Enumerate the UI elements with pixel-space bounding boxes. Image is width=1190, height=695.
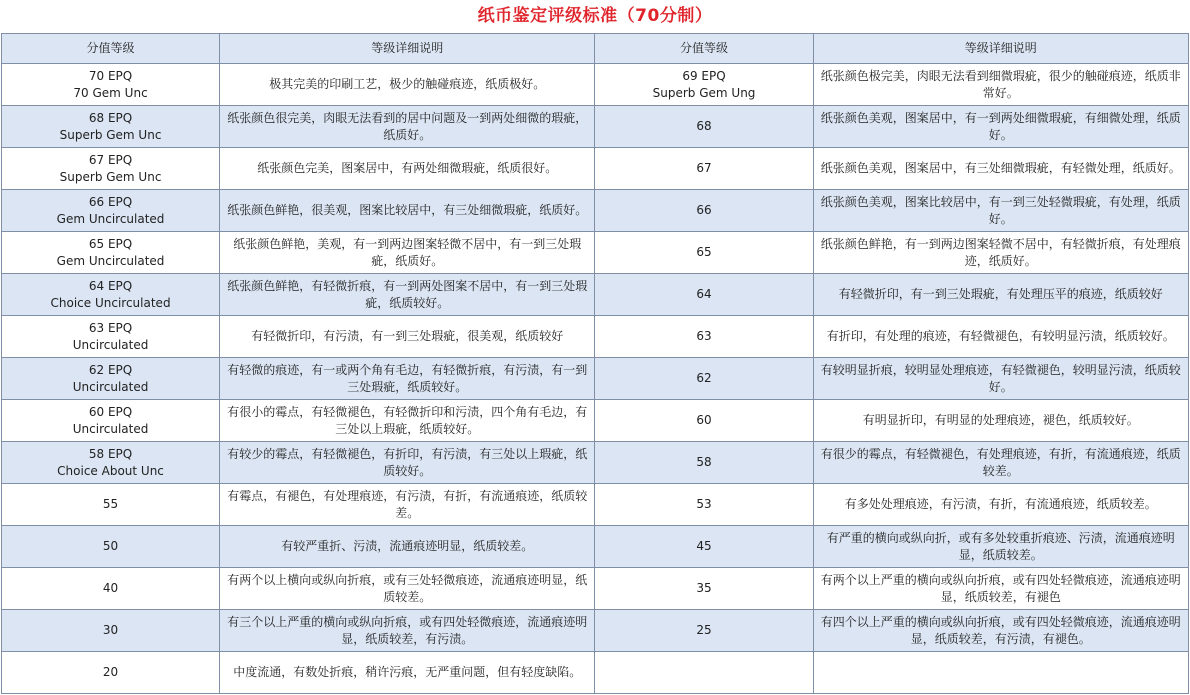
table-row xyxy=(2,316,1189,358)
grade-left-cell xyxy=(2,610,220,652)
grade-left-cell xyxy=(2,526,220,568)
description-right-text: 纸张颜色极完美，肉眼无法看到细微瑕疵，很少的触碰痕迹，纸质非常好。 xyxy=(820,68,1181,100)
grade-right-cell xyxy=(595,484,813,526)
grade-right-value: 62 xyxy=(696,371,712,385)
description-left-text: 纸张颜色完美，图案居中，有两处细微瑕疵，纸质很好。 xyxy=(257,161,558,175)
grade-right-label: Superb Gem Ung xyxy=(652,85,756,100)
description-left-text: 有霉点，有褪色，有处理痕迹，有污渍，有折，有流通痕迹，纸质较差。 xyxy=(227,488,588,520)
table-row xyxy=(2,190,1189,232)
grade-right-value: 45 xyxy=(696,539,712,553)
description-left-cell xyxy=(220,316,595,358)
grade-left-label: Uncirculated xyxy=(72,379,149,394)
description-right-text: 纸张颜色美观，图案居中，有三处细微瑕疵，有轻微处理，纸质好。 xyxy=(820,161,1181,175)
grade-left-cell xyxy=(2,316,220,358)
description-left-cell xyxy=(220,442,595,484)
grade-left-cell xyxy=(2,106,220,148)
description-left-text: 纸张颜色很完美，肉眼无法看到的居中问题及一到两处细微的瑕疵，纸质好。 xyxy=(227,110,588,142)
grade-left-value: 64 EPQ xyxy=(88,278,133,293)
grade-right-value: 69 EPQ xyxy=(682,68,726,83)
description-left-text: 有很小的霉点，有轻微褪色，有轻微折印和污渍，四个角有毛边，有三处以上瑕疵，纸质较好。 xyxy=(227,404,588,436)
description-right-text: 有多处处理痕迹，有污渍，有折，有流通痕迹，纸质较差。 xyxy=(844,497,1157,511)
grade-left-value: 20 xyxy=(102,665,119,679)
grade-left-value: 30 xyxy=(102,623,119,637)
grading-table xyxy=(1,33,1189,694)
description-right-text: 有很少的霉点，有轻微褪色，有处理痕迹，有折，有流通痕迹，纸质较差。 xyxy=(820,446,1181,478)
description-left-cell xyxy=(220,526,595,568)
table-row xyxy=(2,64,1189,106)
grade-left-label: Uncirculated xyxy=(72,421,149,436)
grade-left-label: Gem Uncirculated xyxy=(56,253,165,268)
grade-right-cell xyxy=(595,232,813,274)
header-grade-right: 分值等级 xyxy=(595,34,813,64)
grade-left-cell xyxy=(2,274,220,316)
grade-left-value: 68 EPQ xyxy=(88,110,133,125)
description-right-text: 有折印，有处理的痕迹，有轻微褪色，有较明显污渍，纸质较好。 xyxy=(826,329,1175,343)
header-row xyxy=(2,34,1189,64)
grade-right-cell xyxy=(595,358,813,400)
grade-left-label: Superb Gem Unc xyxy=(59,127,162,142)
description-right-cell xyxy=(813,652,1188,694)
grade-right-cell xyxy=(595,610,813,652)
description-left-text: 有较少的霉点，有轻微褪色，有折印，有污渍，有三处以上瑕疵，纸质较好。 xyxy=(227,446,588,478)
table-row xyxy=(2,442,1189,484)
description-left-text: 有两个以上横向或纵向折痕，或有三处轻微痕迹，流通痕迹明显，纸质较差。 xyxy=(227,572,588,604)
description-left-cell xyxy=(220,190,595,232)
grade-left-label: Choice About Unc xyxy=(57,463,164,478)
description-left-text: 纸张颜色鲜艳，很美观，图案比较居中，有三处细微瑕疵，纸质好。 xyxy=(227,203,588,217)
description-left-cell xyxy=(220,232,595,274)
description-right-cell xyxy=(813,190,1188,232)
grade-left-value: 63 EPQ xyxy=(88,320,133,335)
description-right-text: 纸张颜色美观，图案居中，有一到两处细微瑕疵，有细微处理，纸质好。 xyxy=(820,110,1181,142)
description-left-cell xyxy=(220,106,595,148)
grade-right-cell xyxy=(595,400,813,442)
description-left-text: 纸张颜色鲜艳，美观，有一到两边图案轻微不居中，有一到三处瑕疵，纸质好。 xyxy=(233,236,582,268)
grade-left-cell xyxy=(2,148,220,190)
description-left-text: 有轻微折印，有污渍，有一到三处瑕疵，很美观，纸质较好 xyxy=(251,329,564,343)
grade-left-label: Choice Uncirculated xyxy=(50,295,171,310)
table-row xyxy=(2,358,1189,400)
page-title: 纸币鉴定评级标准（70分制） xyxy=(477,6,713,26)
description-right-cell xyxy=(813,274,1188,316)
description-right-cell xyxy=(813,442,1188,484)
description-right-text: 有明显折印，有明显的处理痕迹，褪色，纸质较好。 xyxy=(862,413,1139,427)
description-right-text: 纸张颜色美观，图案比较居中，有一到三处轻微瑕疵，有处理，纸质好。 xyxy=(820,194,1181,226)
description-right-text: 有两个以上严重的横向或纵向折痕，或有四处轻微痕迹，流通痕迹明显，纸质较差，有褪色 xyxy=(820,572,1181,604)
description-left-text: 有较严重折、污渍，流通痕迹明显，纸质较差。 xyxy=(281,539,534,553)
description-right-cell xyxy=(813,400,1188,442)
description-right-cell xyxy=(813,64,1188,106)
grade-left-label: Uncirculated xyxy=(72,337,149,352)
header-desc-right: 等级详细说明 xyxy=(813,34,1188,64)
grade-left-cell xyxy=(2,232,220,274)
grade-left-cell xyxy=(2,64,220,106)
description-right-cell xyxy=(813,232,1188,274)
description-right-cell xyxy=(813,610,1188,652)
grade-left-cell xyxy=(2,652,220,694)
grade-right-cell xyxy=(595,190,813,232)
grade-right-value: 64 xyxy=(696,287,712,301)
description-right-cell xyxy=(813,316,1188,358)
grade-right-cell xyxy=(595,274,813,316)
table-row xyxy=(2,526,1189,568)
grade-right-cell xyxy=(595,526,813,568)
description-left-cell xyxy=(220,148,595,190)
grade-right-value: 60 xyxy=(696,413,712,427)
grade-left-cell xyxy=(2,400,220,442)
grade-left-label: Gem Uncirculated xyxy=(56,211,165,226)
table-row xyxy=(2,274,1189,316)
description-right-text: 有较明显折痕，较明显处理痕迹，有轻微褪色，较明显污渍，纸质较好。 xyxy=(820,362,1181,394)
description-left-cell xyxy=(220,358,595,400)
grade-right-cell xyxy=(595,652,813,694)
table-row xyxy=(2,400,1189,442)
grade-left-cell xyxy=(2,568,220,610)
description-left-cell xyxy=(220,274,595,316)
grade-right-value: 63 xyxy=(696,329,712,343)
description-left-text: 纸张颜色鲜艳，有轻微折痕，有一到两处图案不居中，有一到三处瑕疵，纸质较好。 xyxy=(227,278,588,310)
grade-left-cell xyxy=(2,358,220,400)
grade-left-value: 60 EPQ xyxy=(88,404,133,419)
grade-left-value: 58 EPQ xyxy=(88,446,133,461)
grade-left-cell xyxy=(2,190,220,232)
grade-left-label: Superb Gem Unc xyxy=(59,169,162,184)
description-right-cell xyxy=(813,526,1188,568)
description-right-cell xyxy=(813,358,1188,400)
description-left-cell xyxy=(220,610,595,652)
description-left-text: 有三个以上严重的横向或纵向折痕，或有四处轻微痕迹，流通痕迹明显，纸质较差，有污渍。 xyxy=(227,614,588,646)
table-row xyxy=(2,148,1189,190)
description-left-cell xyxy=(220,652,595,694)
table-row xyxy=(2,106,1189,148)
description-left-text: 极其完美的印刷工艺，极少的触碰痕迹，纸质极好。 xyxy=(269,77,546,91)
description-right-cell xyxy=(813,568,1188,610)
grade-right-cell xyxy=(595,64,813,106)
description-right-text: 有严重的横向或纵向折，或有多处较重折痕迹、污渍，流通痕迹明显，纸质较差。 xyxy=(826,530,1175,562)
grade-right-value: 35 xyxy=(696,581,712,595)
grade-right-cell xyxy=(595,568,813,610)
grade-right-value: 53 xyxy=(696,497,712,511)
description-right-text: 有四个以上严重的横向或纵向折痕，或有四处轻微痕迹，流通痕迹明显，纸质较差，有污渍，有褪色。 xyxy=(820,614,1181,646)
grade-left-value: 40 xyxy=(102,581,119,595)
grade-left-value: 65 EPQ xyxy=(88,236,133,251)
grade-left-value: 70 EPQ xyxy=(88,68,133,83)
table-row xyxy=(2,610,1189,652)
description-left-cell xyxy=(220,400,595,442)
grade-right-cell xyxy=(595,442,813,484)
grade-right-value: 65 xyxy=(696,245,712,259)
grade-left-value: 66 EPQ xyxy=(88,194,133,209)
grade-left-value: 55 xyxy=(102,497,119,511)
grade-right-value: 58 xyxy=(696,455,712,469)
grade-left-value: 67 EPQ xyxy=(88,152,133,167)
grade-right-cell xyxy=(595,316,813,358)
grade-left-cell xyxy=(2,484,220,526)
description-right-cell xyxy=(813,484,1188,526)
grade-right-value: 25 xyxy=(696,623,712,637)
description-left-cell xyxy=(220,64,595,106)
grade-right-value: 66 xyxy=(696,203,712,217)
description-left-cell xyxy=(220,484,595,526)
grade-left-value: 62 EPQ xyxy=(88,362,133,377)
grade-left-cell xyxy=(2,442,220,484)
grade-right-value: 67 xyxy=(696,161,712,175)
header-desc-left: 等级详细说明 xyxy=(220,34,595,64)
description-right-text: 有轻微折印，有一到三处瑕疵，有处理压平的痕迹，纸质较好 xyxy=(838,287,1163,301)
grade-right-value: 68 xyxy=(696,119,712,133)
description-right-text: 纸张颜色鲜艳，有一到两边图案轻微不居中，有轻微折痕，有处理痕迹，纸质好。 xyxy=(820,236,1181,268)
grade-right-cell xyxy=(595,148,813,190)
grade-left-label: 70 Gem Unc xyxy=(73,85,148,100)
description-right-cell xyxy=(813,106,1188,148)
grade-right-cell xyxy=(595,106,813,148)
table-row xyxy=(2,652,1189,694)
grade-left-value: 50 xyxy=(102,539,119,553)
description-left-text: 有轻微的痕迹，有一或两个角有毛边，有轻微折痕，有污渍，有一到三处瑕疵，纸质较好。 xyxy=(227,362,588,394)
header-grade-left: 分值等级 xyxy=(2,34,220,64)
description-left-cell xyxy=(220,568,595,610)
table-row xyxy=(2,484,1189,526)
description-right-cell xyxy=(813,148,1188,190)
table-row xyxy=(2,232,1189,274)
table-row xyxy=(2,568,1189,610)
description-left-text: 中度流通，有数处折痕，稍许污痕，无严重问题，但有轻度缺陷。 xyxy=(233,665,582,679)
